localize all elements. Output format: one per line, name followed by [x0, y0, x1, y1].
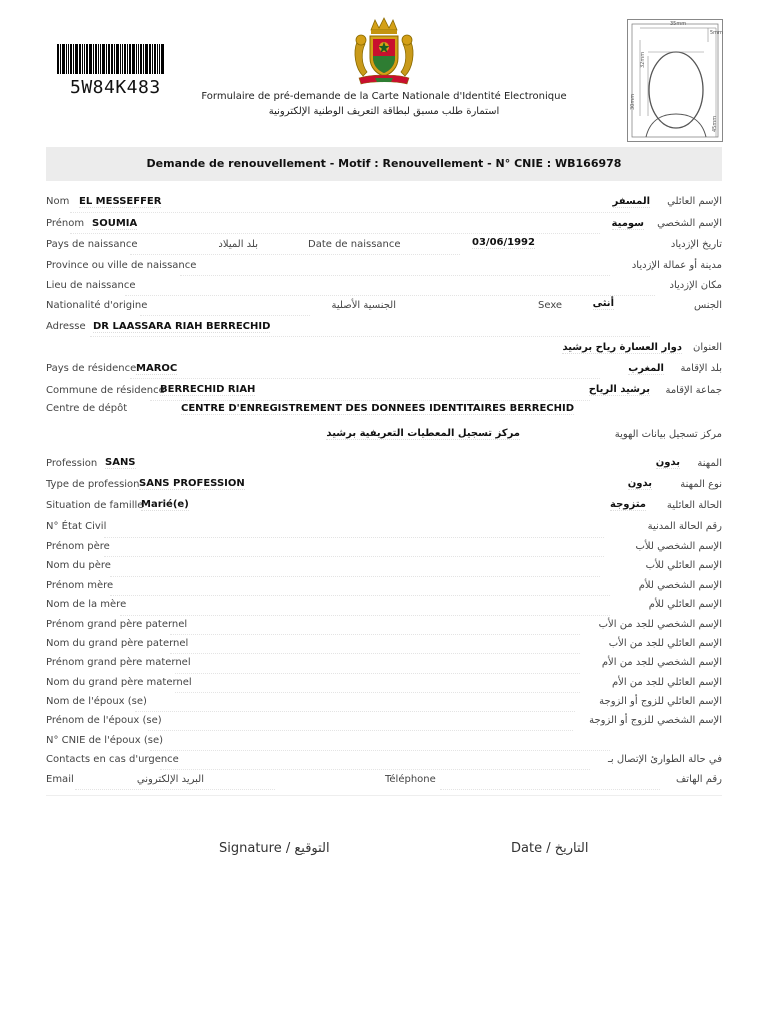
- nom-label: Nom: [46, 196, 70, 207]
- telephone-label-ar: رقم الهاتف: [675, 774, 722, 785]
- type-profession-value-ar: بدون: [627, 478, 652, 489]
- lieu-naissance-label: Lieu de naissance: [46, 280, 136, 291]
- situation-famille-label: Situation de famille: [46, 500, 144, 511]
- photo-dim-height: 45mm: [712, 115, 718, 132]
- nom-epoux-label-ar: الإسم العائلي للزوج أو الزوجة: [599, 696, 722, 707]
- photo-dim-mid: 5mm: [710, 30, 723, 36]
- prenom-epoux-label-ar: الإسم الشخصي للزوج أو الزوجة: [589, 715, 722, 726]
- profession-value-ar: بدون: [655, 457, 680, 468]
- commune-residence-value-ar: برشيد الرياح: [588, 384, 650, 395]
- photo-dim-head: 32mm: [640, 51, 646, 68]
- centre-depot-label-ar: مركز تسجيل بيانات الهوية: [614, 429, 722, 440]
- centre-depot-value-ar: مركز تسجيل المعطيات التعريفية برشيد: [326, 428, 520, 439]
- photo-guide-box: [627, 19, 723, 142]
- commune-residence-label-ar: جماعة الإقامة: [665, 385, 722, 396]
- email-label-ar: البريد الإلكتروني: [136, 774, 204, 785]
- profession-value: SANS: [105, 457, 136, 468]
- etat-civil-label-ar: رقم الحالة المدنية: [647, 521, 722, 532]
- pays-residence-label: Pays de résidence: [46, 363, 137, 374]
- nom-gp-maternel-label-ar: الإسم العائلي للجد من الأم: [611, 677, 722, 688]
- nationalite-label: Nationalité d'origine: [46, 300, 148, 311]
- centre-depot-value: CENTRE D'ENREGISTREMENT DES DONNEES IDENTITAIRES BERRECHID: [181, 403, 575, 414]
- coat-of-arms-emblem: [349, 16, 419, 88]
- date-naissance-label-ar: تاريخ الإزدياد: [670, 239, 722, 250]
- prenom-label: Prénom: [46, 218, 85, 229]
- signature-label: Signature / التوقيع: [219, 841, 330, 856]
- barcode: [57, 44, 173, 74]
- situation-famille-value-ar: متزوجة: [610, 499, 646, 510]
- cnie-epoux-label: N° CNIE de l'époux (se): [46, 735, 163, 746]
- commune-residence-value: BERRECHID RIAH: [160, 384, 256, 395]
- prenom-gp-paternel-label-ar: الإسم الشخصي للجد من الأب: [598, 619, 722, 630]
- prenom-pere-label-ar: الإسم الشخصي للأب: [635, 541, 722, 552]
- situation-famille-label-ar: الحالة العائلية: [666, 500, 722, 511]
- prenom-label-ar: الإسم الشخصي: [657, 218, 722, 229]
- date-label: Date / التاريخ: [511, 841, 589, 856]
- form-title-fr: Formulaire de pré-demande de la Carte Nationale d'Identité Electronique: [201, 91, 567, 102]
- form-title-ar: استمارة طلب مسبق لبطاقة التعريف الوطنية الإلكترونية: [268, 106, 500, 117]
- prenom-mere-label: Prénom mère: [46, 580, 114, 591]
- commune-residence-label: Commune de résidence: [46, 385, 165, 396]
- contacts-urgence-label: Contacts en cas d'urgence: [46, 754, 179, 765]
- nom-value-ar: المسفر: [612, 196, 650, 207]
- pays-residence-value-ar: المغرب: [628, 363, 664, 374]
- lieu-naissance-label-ar: مكان الإزدياد: [669, 280, 722, 291]
- prenom-gp-paternel-label: Prénom grand père paternel: [46, 619, 188, 630]
- adresse-value-ar: دوار العسارة رياح برشيد: [562, 342, 682, 353]
- nom-pere-label: Nom du père: [46, 560, 111, 571]
- etat-civil-label: N° État Civil: [46, 521, 107, 532]
- adresse-label: Adresse: [46, 321, 86, 332]
- prenom-value: SOUMIA: [92, 218, 138, 229]
- pays-residence-value: MAROC: [136, 363, 178, 374]
- province-naissance-label-ar: مدينة أو عمالة الإزدياد: [631, 260, 722, 271]
- date-naissance-value: 03/06/1992: [472, 237, 535, 248]
- prenom-mere-label-ar: الإسم الشخصي للأم: [638, 580, 722, 591]
- pays-residence-label-ar: بلد الإقامة: [680, 363, 722, 374]
- profession-label-ar: المهنة: [697, 458, 722, 469]
- prenom-gp-maternel-label: Prénom grand père maternel: [46, 657, 191, 668]
- photo-dim-width: 35mm: [670, 21, 687, 27]
- pays-naissance-label-ar: بلد الميلاد: [218, 239, 258, 250]
- date-naissance-label: Date de naissance: [308, 239, 401, 250]
- nom-gp-paternel-label: Nom du grand père paternel: [46, 638, 189, 649]
- situation-famille-value: Marié(e): [141, 499, 189, 510]
- footer-divider: [46, 795, 722, 796]
- prenom-value-ar: سومية: [611, 218, 644, 229]
- nom-label-ar: الإسم العائلي: [667, 196, 722, 207]
- barcode-number: 5W84K483: [70, 77, 161, 98]
- request-banner-text: Demande de renouvellement - Motif : Renouvellement - N° CNIE : WB166978: [146, 157, 622, 170]
- type-profession-label-ar: نوع المهنة: [680, 479, 722, 490]
- telephone-label: Téléphone: [385, 774, 436, 785]
- nom-mere-label-ar: الإسم العائلي للأم: [648, 599, 722, 610]
- nom-epoux-label: Nom de l'époux (se): [46, 696, 147, 707]
- type-profession-label: Type de profession: [46, 479, 140, 490]
- profession-label: Profession: [46, 458, 98, 469]
- sexe-value-ar: أنثى: [592, 298, 614, 309]
- prenom-pere-label: Prénom père: [46, 541, 110, 552]
- province-naissance-label: Province ou ville de naissance: [46, 260, 197, 271]
- type-profession-value: SANS PROFESSION: [139, 478, 245, 489]
- nom-gp-maternel-label: Nom du grand père maternel: [46, 677, 192, 688]
- nationalite-label-ar: الجنسية الأصلية: [331, 300, 396, 311]
- contacts-urgence-label-ar: في حالة الطوارئ الإتصال بـ: [607, 754, 722, 765]
- nom-mere-label: Nom de la mère: [46, 599, 127, 610]
- nom-pere-label-ar: الإسم العائلي للأب: [645, 560, 722, 571]
- email-label: Email: [46, 774, 74, 785]
- sexe-label: Sexe: [538, 300, 563, 311]
- centre-depot-label: Centre de dépôt: [46, 403, 128, 414]
- nom-gp-paternel-label-ar: الإسم العائلي للجد من الأب: [608, 638, 722, 649]
- prenom-epoux-label: Prénom de l'époux (se): [46, 715, 162, 726]
- adresse-label-ar: العنوان: [693, 342, 722, 353]
- photo-dim-face: 30mm: [630, 93, 636, 110]
- pays-naissance-label: Pays de naissance: [46, 239, 138, 250]
- sexe-label-ar: الجنس: [693, 300, 722, 311]
- nom-value: EL MESSEFFER: [79, 196, 162, 207]
- prenom-gp-maternel-label-ar: الإسم الشخصي للجد من الأم: [601, 657, 722, 668]
- adresse-value: DR LAASSARA RIAH BERRECHID: [93, 321, 271, 332]
